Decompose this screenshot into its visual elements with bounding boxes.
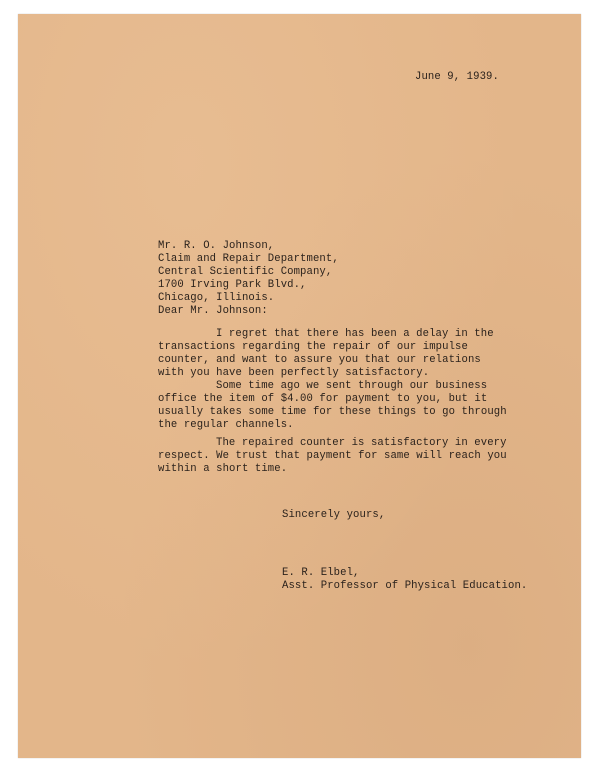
salutation: Dear Mr. Johnson: bbox=[158, 305, 268, 317]
letter-date: June 9, 1939. bbox=[415, 71, 499, 83]
paragraph-line: transactions regarding the repair of our impulse bbox=[158, 341, 468, 353]
paragraph-line: respect. We trust that payment for same will reach you bbox=[158, 450, 507, 462]
address-line: Claim and Repair Department, bbox=[158, 253, 339, 265]
address-line: Chicago, Illinois. bbox=[158, 292, 275, 304]
paragraph-line: office the item of $4.00 for payment to you, but it bbox=[158, 393, 488, 405]
paragraph-line: the regular channels. bbox=[158, 419, 294, 431]
address-line: Central Scientific Company, bbox=[158, 266, 333, 278]
signer-name: E. R. Elbel, bbox=[282, 567, 360, 579]
address-line: 1700 Irving Park Blvd., bbox=[158, 279, 307, 291]
closing: Sincerely yours, bbox=[282, 509, 386, 521]
paragraph-line: I regret that there has been a delay in the bbox=[216, 328, 494, 340]
paragraph-line: usually takes some time for these things to go through bbox=[158, 406, 507, 418]
paragraph-line: with you have been perfectly satisfactory. bbox=[158, 367, 430, 379]
paragraph-line: within a short time. bbox=[158, 463, 288, 475]
paragraph-line: Some time ago we sent through our business bbox=[216, 380, 488, 392]
letter-page bbox=[18, 14, 581, 758]
paragraph-line: The repaired counter is satisfactory in every bbox=[216, 437, 507, 449]
paragraph-line: counter, and want to assure you that our relations bbox=[158, 354, 481, 366]
address-line: Mr. R. O. Johnson, bbox=[158, 240, 275, 252]
signer-title: Asst. Professor of Physical Education. bbox=[282, 580, 528, 592]
